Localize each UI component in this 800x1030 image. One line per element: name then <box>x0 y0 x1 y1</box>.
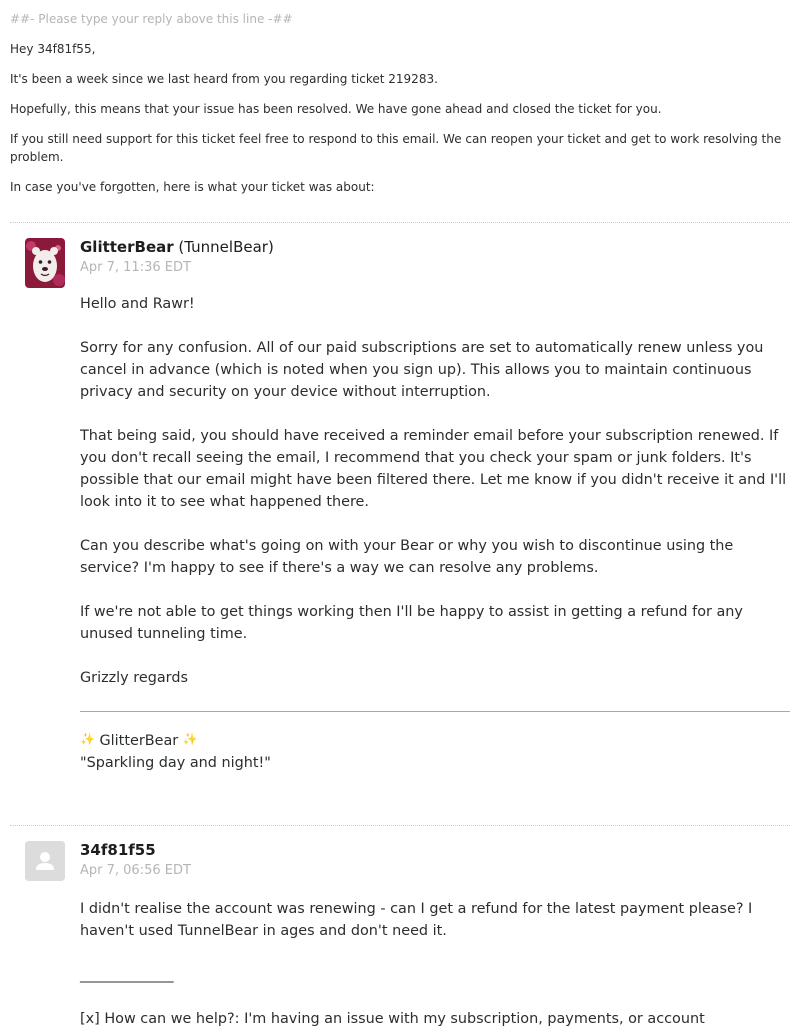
bear-avatar-icon <box>25 238 65 288</box>
comment-separator: _____________ <box>80 967 174 983</box>
comment-body <box>80 293 790 689</box>
comment-timestamp: Apr 7, 11:36 EDT <box>80 260 191 275</box>
comment-body <box>80 898 790 1030</box>
author-name: GlitterBear <box>80 238 174 256</box>
comment-paragraph: I didn't realise the account was renewing - can I get a refund for the latest payment please? I haven't used TunnelBear in ages and don't need it. <box>80 901 753 939</box>
comment-paragraph: If we're not able to get things working then I'll be happy to assist in getting a refund for any unused tunneling time. <box>80 604 743 642</box>
greeting: Hey 34f81f55, <box>10 42 96 56</box>
customer-avatar <box>25 841 65 881</box>
sparkle-icon: ✨ <box>182 732 198 746</box>
agent-comment <box>10 223 790 825</box>
customer-comment <box>10 826 790 1030</box>
signature-tagline: "Sparkling day and night!" <box>80 755 271 771</box>
author-org: (TunnelBear) <box>178 238 274 256</box>
email-container <box>0 10 800 1030</box>
intro-paragraph: Hopefully, this means that your issue has been resolved. We have gone ahead and closed the ticket for you. <box>10 102 662 116</box>
intro-paragraph: In case you've forgotten, here is what your ticket was about: <box>10 180 375 194</box>
comment-author <box>80 840 790 860</box>
sparkle-icon: ✨ <box>80 732 95 746</box>
agent-avatar <box>25 238 65 288</box>
comment-paragraph: Grizzly regards <box>80 670 188 686</box>
comment-paragraph: [x] How can we help?: I'm having an issue with my subscription, payments, or account <box>80 1011 705 1027</box>
signature-name: GlitterBear <box>99 733 179 749</box>
signature-rule <box>80 711 790 712</box>
comment-author <box>80 237 790 257</box>
default-user-icon <box>25 841 65 881</box>
comment-paragraph: That being said, you should have received a reminder email before your subscription renewed. If you don't recall seeing the email, I recommend that you check your spam or junk folders. It's possible that our email might have been filtered there. Let me know if you didn't receive it and I'll look into it to see what happened there. <box>80 428 787 510</box>
intro-paragraph: If you still need support for this ticket feel free to respond to this email. We can reopen your ticket and get to work resolving the problem. <box>10 132 782 164</box>
reply-above-line-marker: ##- Please type your reply above this line -## <box>10 12 293 26</box>
comment-timestamp: Apr 7, 06:56 EDT <box>80 863 191 878</box>
author-name: 34f81f55 <box>80 841 156 859</box>
comment-paragraph: Can you describe what's going on with your Bear or why you wish to discontinue using the service? I'm happy to see if there's a way we can resolve any problems. <box>80 538 734 576</box>
intro-paragraph: It's been a week since we last heard from you regarding ticket 219283. <box>10 72 438 86</box>
comment-paragraph: Sorry for any confusion. All of our paid subscriptions are set to automatically renew unless you cancel in advance (which is noted when you sign up). This allows you to maintain continuous privacy and security on your device without interruption. <box>80 340 764 400</box>
comment-paragraph: Hello and Rawr! <box>80 296 195 312</box>
email-intro <box>10 40 790 196</box>
signature <box>80 728 790 774</box>
